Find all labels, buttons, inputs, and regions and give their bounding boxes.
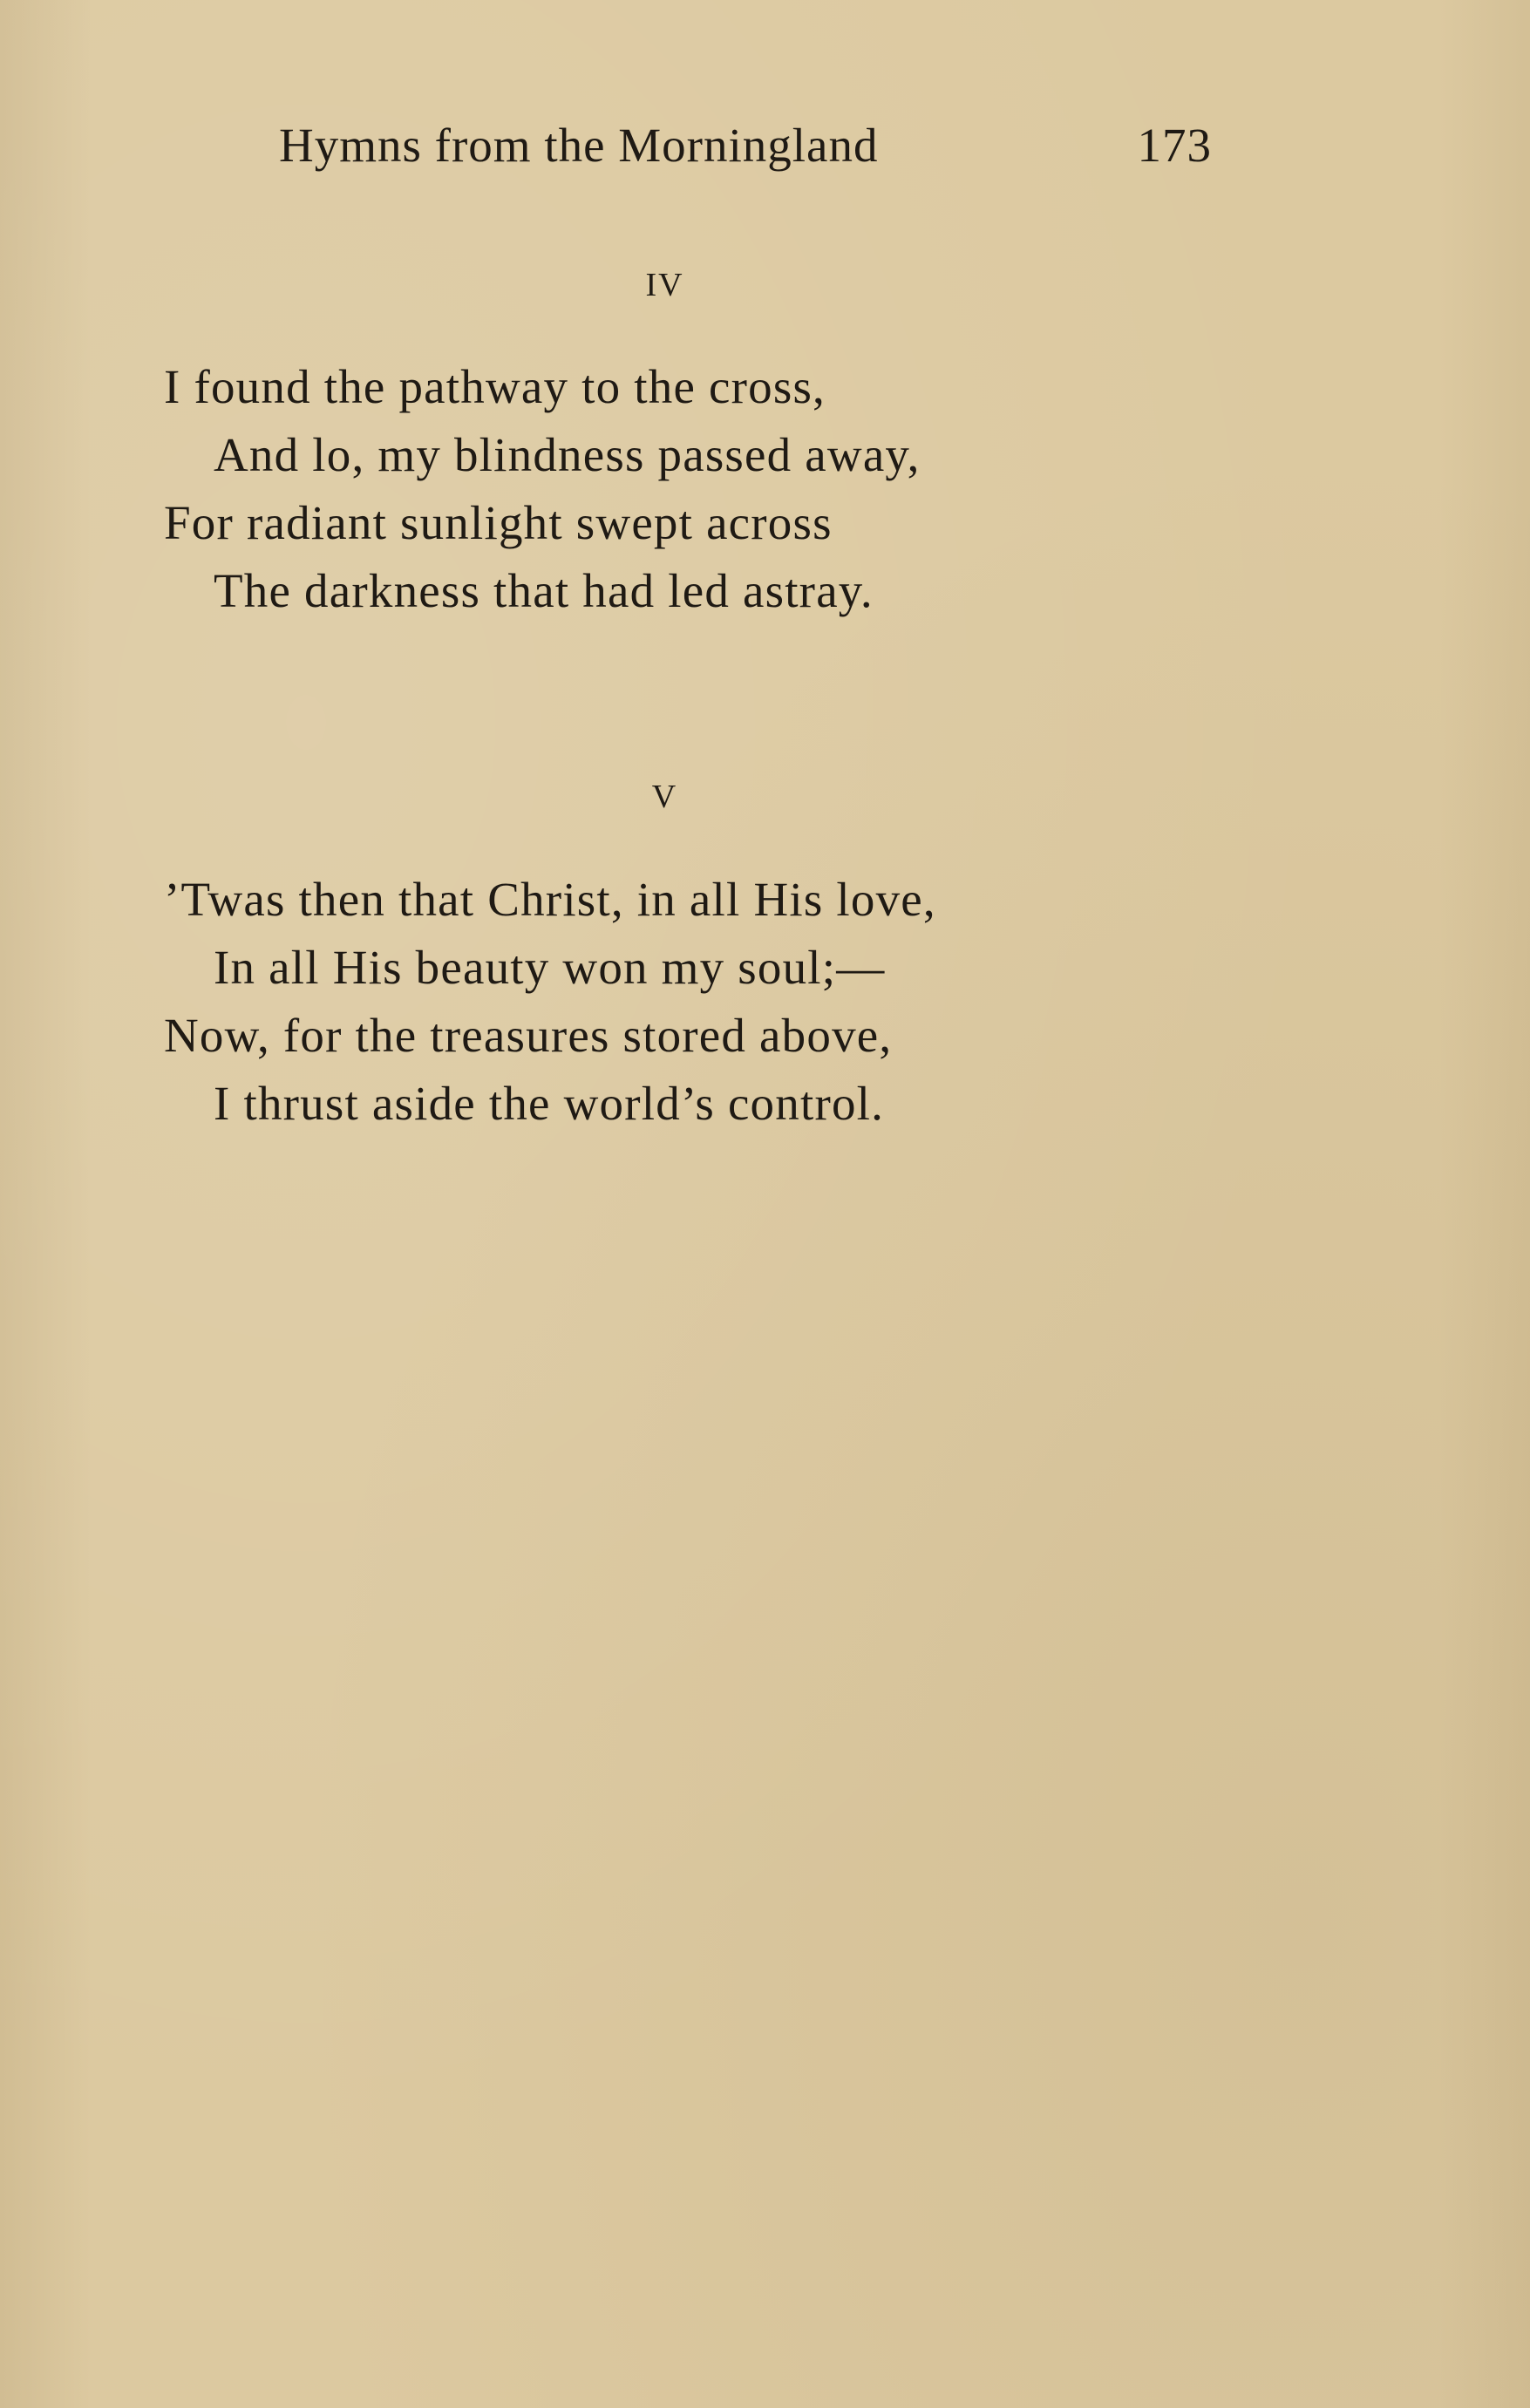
page-number: 173	[1137, 119, 1212, 172]
stanza-line: I thrust aside the world’s control.	[214, 1077, 885, 1130]
stanza-line: Now, for the treasures stored above,	[164, 1009, 893, 1062]
stanza-v	[164, 866, 1210, 1138]
running-head	[279, 118, 1212, 179]
stanza-line: ’Twas then that Christ, in all His love,	[164, 873, 936, 926]
stanza-line: In all His beauty won my soul;—	[214, 941, 886, 994]
stanza-line: For radiant sunlight swept across	[164, 496, 833, 549]
section-numeral-v: V	[651, 779, 678, 815]
section-numeral-iv: IV	[645, 267, 684, 303]
stanza-iv	[164, 353, 1210, 625]
stanza-line: And lo, my blindness passed away,	[214, 428, 921, 481]
stanza-line: The darkness that had led astray.	[214, 564, 874, 617]
running-title: Hymns from the Morningland	[279, 119, 879, 172]
stanza-line: I found the pathway to the cross,	[164, 360, 826, 413]
